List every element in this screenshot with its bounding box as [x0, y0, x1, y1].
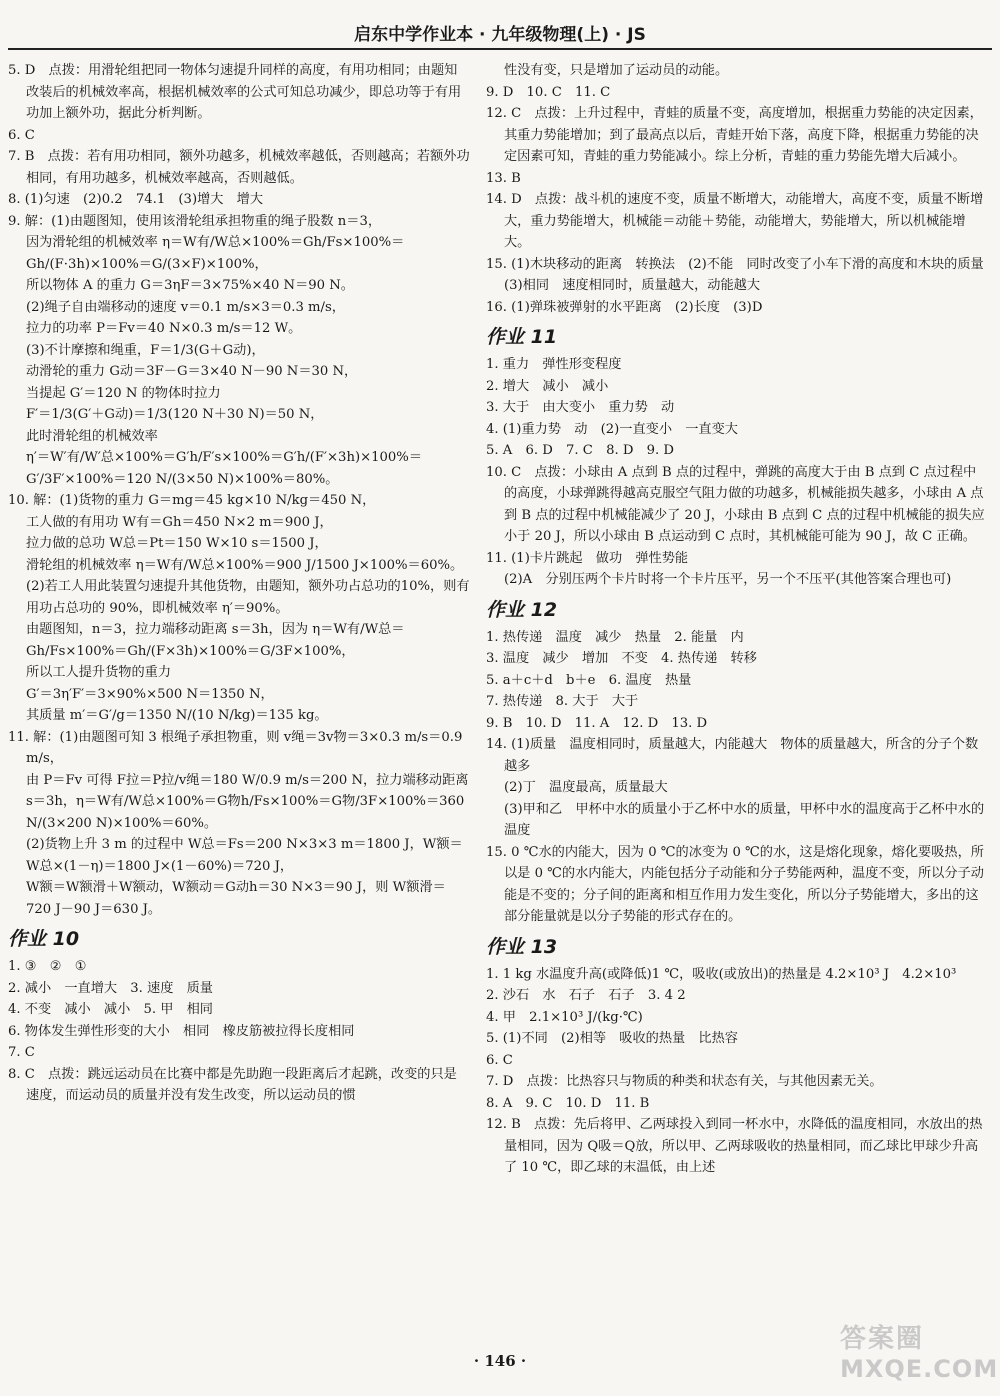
- answer-line: 10. 解：(1)货物的重力 G＝mg＝45 kg×10 N/kg＝450 N，: [8, 493, 376, 508]
- watermark: [840, 1318, 999, 1388]
- answer-line: 性没有变，只是增加了运动员的动能。: [504, 63, 729, 78]
- answer-line: 由题图知，n＝3，拉力端移动距离 s＝3h，因为 η＝W有/W总＝Gh/Fs×100%＝Gh/(F×3h)×100%＝G/3F×100%，: [26, 622, 405, 659]
- answer-line: W额＝W额滑＋W额动，W额动＝G动h＝30 N×3＝90 J，则 W额滑＝720 J－90 J＝630 J。: [26, 880, 446, 917]
- answer-line: 4. 甲 2.1×10³ J/(kg·℃): [486, 1009, 643, 1025]
- answer-line: 9. D 10. C 11. C: [486, 84, 611, 100]
- answer-line: 3. 大于 由大变小 重力势 动: [486, 400, 675, 415]
- section-heading: 作业 10: [8, 928, 80, 950]
- answer-line: 15. 0 ℃水的内能大，因为 0 ℃的冰变为 0 ℃的水，这是熔化现象，熔化要吸热，所以是 0 ℃的水内能大，内能包括分子动能和分子势能两种，温度不变，所以分子动能是不变的；分子间的距离和相互作用力发生变化，所以分子势能增大，多出的这部分能量就是以分子势能的形式存在的。: [486, 844, 984, 924]
- answer-line: η′＝W′有/W′总×100%＝G′h/F′s×100%＝G′h/(F′×3h)×100%＝G′/3F′×100%＝120 N/(3×50 N)×100%＝80%。: [26, 450, 423, 487]
- page-header: 启东中学作业本 · 九年级物理(上) · JS: [354, 25, 646, 45]
- answer-line: 1. 重力 弹性形变程度: [486, 357, 622, 372]
- answer-line: 5. (1)不同 (2)相等 吸收的热量 比热容: [486, 1031, 738, 1046]
- answer-line: 4. 不变 减小 减小 5. 甲 相同: [8, 1002, 213, 1017]
- answer-line: 6. 物体发生弹性形变的大小 相同 橡皮筋被拉得长度相同: [8, 1023, 355, 1039]
- watermark-logo: 答案圈: [840, 1324, 925, 1354]
- answer-line: (2)货物上升 3 m 的过程中 W总＝Fs＝200 N×3×3 m＝1800 J，W额＝W总×(1－η)＝1800 J×(1－60%)＝720 J，: [26, 837, 463, 874]
- answer-line: (2)绳子自由端移动的速度 v＝0.1 m/s×3＝0.3 m/s，: [26, 299, 345, 315]
- left-column: [8, 60, 473, 1107]
- answer-line: 4. (1)重力势 动 (2)一直变小 一直变大: [486, 421, 738, 437]
- answer-line: 7. D 点拨：比热容只与物质的种类和状态有关，与其他因素无关。: [486, 1074, 883, 1089]
- header-rule: [8, 48, 992, 50]
- answer-line: 9. 解：(1)由题图知，使用该滑轮组承担物重的绳子股数 n＝3，: [8, 213, 382, 229]
- answer-line: 3. 温度 减少 增加 不变 4. 热传递 转移: [486, 651, 757, 666]
- answer-line: G′＝3η′F′＝3×90%×500 N＝1350 N，: [26, 686, 274, 702]
- answer-line: 12. C 点拨：上升过程中，青蛙的质量不变，高度增加，根据重力势能的决定因素，其重力势能增加；到了最高点以后，青蛙开始下落，高度下降，根据重力势能的决定因素可知，青蛙的重力势能减小。综上分析，青蛙的重力势能先增大后减小。: [486, 106, 983, 164]
- answer-line: 5. D 点拨：用滑轮组把同一物体匀速提升同样的高度，有用功相同；由题知改装后的机械效率高，根据机械效率的公式可知总功减少，即总功等于有用功加上额外功，据此分析判断。: [8, 63, 462, 121]
- section-heading: 作业 12: [486, 598, 558, 621]
- answer-line: 8. (1)匀速 (2)0.2 74.1 (3)增大 增大: [8, 192, 264, 207]
- answer-line: 11. 解：(1)由题图可知 3 根绳子承担物重，则 v绳＝3v物＝3×0.3 m/s＝0.9 m/s，: [8, 729, 467, 766]
- answer-line: 16. (1)弹珠被弹射的水平距离 (2)长度 (3)D: [486, 299, 763, 315]
- answer-line: 8. A 9. C 10. D 11. B: [486, 1095, 650, 1111]
- watermark-url: MXQE.COM: [840, 1355, 999, 1383]
- answer-line: 13. B: [486, 170, 521, 186]
- answer-line: 7. C: [8, 1045, 35, 1060]
- answer-line: 此时滑轮组的机械效率: [26, 428, 158, 444]
- answer-line: 2. 增大 减小 减小: [486, 378, 609, 394]
- answer-line: 由 P＝Fv 可得 F拉＝P拉/v绳＝180 W/0.9 m/s＝200 N，拉力端移动距离 s＝3h，η＝W有/W总×100%＝G物h/Fs×100%＝G物/3F×100%＝360 N/(3×200 N)×100%＝60%。: [26, 772, 473, 831]
- answer-line: 工人做的有用功 W有＝Gh＝450 N×2 m＝900 J，: [26, 514, 333, 530]
- answer-line: 15. (1)木块移动的距离 转换法 (2)不能 同时改变了小车下滑的高度和木块的质量 (3)相同 速度相同时，质量越大，动能越大: [486, 256, 997, 293]
- answer-line: (2)丁 温度最高，质量最大: [504, 780, 668, 795]
- answer-line: 7. 热传递 8. 大于 大于: [486, 694, 639, 709]
- answer-line: 12. B 点拨：先后将甲、乙两球投入到同一杯水中，水降低的温度相同，水放出的热量相同，因为 Q吸＝Q放，所以甲、乙两球吸收的热量相同，而乙球比甲球少升高了 10 ℃，即乙球的末温低，由上述: [486, 1117, 983, 1175]
- answer-line: 当提起 G′＝120 N 的物体时拉力: [26, 385, 221, 401]
- answer-line: 6. C: [486, 1052, 513, 1068]
- answer-line: 1. 热传递 温度 减少 热量 2. 能量 内: [486, 629, 744, 645]
- answer-line: 14. D 点拨：战斗机的速度不变，质量不断增大，动能增大，高度不变，质量不断增大，重力势能增大，机械能＝动能＋势能，动能增大，势能增大，所以机械能增大。: [486, 192, 984, 250]
- answer-line: 拉力做的总功 W总＝Pt＝150 W×10 s＝1500 J，: [26, 536, 328, 551]
- answer-line: 5. A 6. D 7. C 8. D 9. D: [486, 443, 674, 458]
- answer-line: 其质量 m′＝G′/g＝1350 N/(10 N/kg)＝135 kg。: [26, 708, 328, 723]
- answer-line: 所以工人提升货物的重力: [26, 665, 172, 680]
- answer-line: 1. 1 kg 水温度升高(或降低)1 ℃，吸收(或放出)的热量是 4.2×10³ J 4.2×10³: [486, 966, 957, 982]
- answer-line: 9. B 10. D 11. A 12. D 13. D: [486, 715, 708, 731]
- answer-line: 5. a＋c＋d b＋e 6. 温度 热量: [486, 672, 692, 688]
- answer-line: 10. C 点拨：小球由 A 点到 B 点的过程中，弹跳的高度大于由 B 点到 C 点过程中的高度，小球弹跳得越高克服空气阻力做的功越多，机械能损失越多，小球由 A 点到 B 点的过程中机械能减少了 20 J，小球由 B 点到 C 点的过程中机械能的损失应小于 20 J，所以小球由 B 点运动到 C 点时，其机械能可能为 90 J，故 C 正确。: [486, 464, 985, 544]
- section-heading: 作业 13: [486, 935, 558, 958]
- answer-line: 1. ③ ② ①: [8, 959, 87, 974]
- answer-line: (3)不计摩擦和绳重，F＝1/3(G＋G动)，: [26, 342, 265, 358]
- answer-line: 2. 沙石 水 石子 石子 3. 4 2: [486, 988, 686, 1003]
- answer-line: (3)甲和乙 甲杯中水的质量小于乙杯中水的质量，甲杯中水的温度高于乙杯中水的温度: [504, 801, 985, 838]
- right-column: [486, 60, 997, 1179]
- page-number: · 146 ·: [473, 1352, 527, 1370]
- answer-line: 6. C: [8, 127, 35, 143]
- answer-line: 8. C 点拨：跳远运动员在比赛中都是先助跑一段距离后才起跳，改变的只是速度，而运动员的质量并没有发生改变，所以运动员的惯: [8, 1066, 457, 1103]
- answer-line: 滑轮组的机械效率 η＝W有/W总×100%＝900 J/1500 J×100%＝60%。: [26, 557, 464, 573]
- answer-line: 2. 减小 一直增大 3. 速度 质量: [8, 980, 213, 996]
- answer-line: 11. (1)卡片跳起 做功 弹性势能: [486, 550, 689, 566]
- answer-line: 所以物体 A 的重力 G＝3ηF＝3×75%×40 N＝90 N。: [26, 278, 354, 293]
- section-heading: 作业 11: [486, 326, 558, 348]
- answer-line: (2)A 分别压两个卡片时将一个卡片压平，另一个不压平(其他答案合理也可): [504, 572, 952, 587]
- answer-line: 拉力的功率 P＝Fv＝40 N×0.3 m/s＝12 W。: [26, 321, 302, 336]
- answer-line: 动滑轮的重力 G动＝3F－G＝3×40 N－90 N＝30 N，: [26, 364, 358, 379]
- answer-line: 14. (1)质量 温度相同时，质量越大，内能越大 物体的质量越大，所含的分子个数越多: [486, 737, 979, 774]
- answer-line: (2)若工人用此装置匀速提升其他货物，由题知，额外功占总功的10%，则有用功占总功的 90%，即机械效率 η′＝90%。: [26, 579, 470, 616]
- answer-line: F′＝1/3(G′＋G动)＝1/3(120 N＋30 N)＝50 N，: [26, 407, 324, 422]
- answer-line: 因为滑轮组的机械效率 η＝W有/W总×100%＝Gh/Fs×100%＝Gh/(F·3h)×100%＝G/(3×F)×100%，: [26, 235, 405, 272]
- answer-line: 7. B 点拨：若有用功相同，额外功越多，机械效率越低，否则越高；若额外功相同，有用功越多，机械效率越高，否则越低。: [8, 149, 470, 186]
